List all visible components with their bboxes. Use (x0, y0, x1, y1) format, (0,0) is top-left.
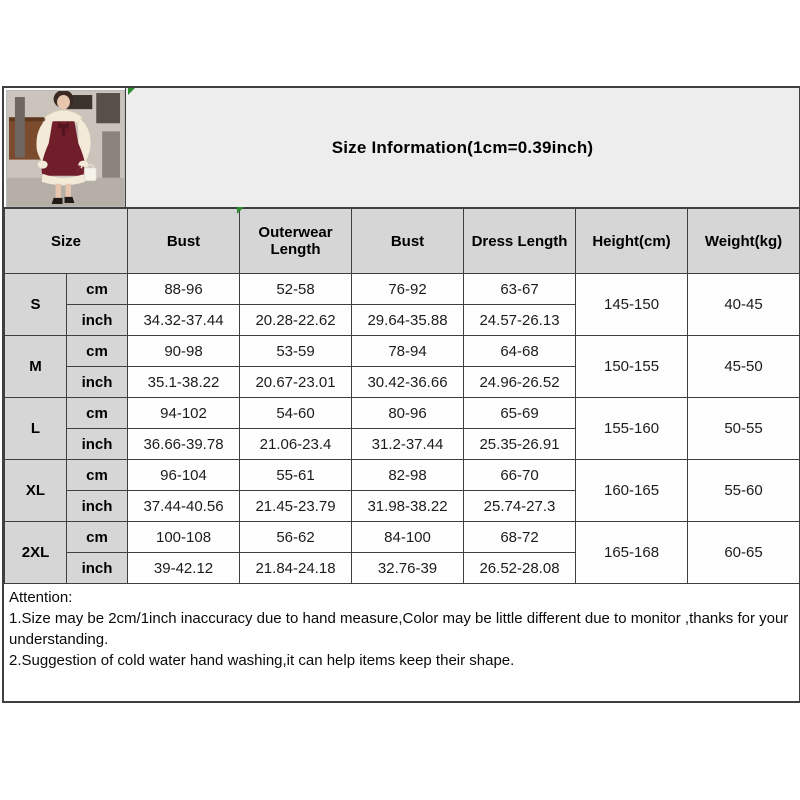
height-cell: 165-168 (576, 522, 688, 584)
measurement-cell: 65-69 (464, 398, 576, 429)
weight-cell: 60-65 (688, 522, 800, 584)
measurement-cell: 39-42.12 (128, 553, 240, 584)
unit-label-inch: inch (67, 305, 128, 336)
measurement-cell: 37.44-40.56 (128, 491, 240, 522)
unit-label-inch: inch (67, 491, 128, 522)
unit-label-inch: inch (67, 553, 128, 584)
measurement-cell: 35.1-38.22 (128, 367, 240, 398)
measurement-cell: 31.98-38.22 (352, 491, 464, 522)
product-photo-illustration (6, 90, 125, 207)
measurement-cell: 30.42-36.66 (352, 367, 464, 398)
measurement-cell: 100-108 (128, 522, 240, 553)
measurement-cell: 78-94 (352, 336, 464, 367)
measurement-cell: 34.32-37.44 (128, 305, 240, 336)
banner-title: Size Information(1cm=0.39inch) (331, 137, 594, 157)
measurement-cell: 25.35-26.91 (464, 429, 576, 460)
size-label-s: S (5, 274, 67, 336)
size-label-l: L (5, 398, 67, 460)
attention-notes (4, 584, 799, 701)
measurement-cell: 76-92 (352, 274, 464, 305)
measurement-cell: 52-58 (240, 274, 352, 305)
measurement-cell: 21.45-23.79 (240, 491, 352, 522)
table-header-row (5, 209, 800, 274)
measurement-cell: 53-59 (240, 336, 352, 367)
size-information-banner (126, 88, 799, 207)
measurement-cell: 66-70 (464, 460, 576, 491)
table-row (5, 274, 800, 305)
table-row (5, 460, 800, 491)
header-dress-length: Dress Length (464, 209, 576, 274)
measurement-cell: 64-68 (464, 336, 576, 367)
height-cell: 155-160 (576, 398, 688, 460)
header-bust-2: Bust (352, 209, 464, 274)
product-photo (4, 88, 126, 207)
size-label-2xl: 2XL (5, 522, 67, 584)
unit-label-inch: inch (67, 367, 128, 398)
measurement-cell: 21.06-23.4 (240, 429, 352, 460)
unit-label-cm: cm (67, 398, 128, 429)
unit-label-cm: cm (67, 460, 128, 491)
size-table (4, 208, 800, 584)
header-height: Height(cm) (576, 209, 688, 274)
measurement-cell: 32.76-39 (352, 553, 464, 584)
height-cell: 160-165 (576, 460, 688, 522)
table-row (5, 336, 800, 367)
measurement-cell: 80-96 (352, 398, 464, 429)
measurement-cell: 26.52-28.08 (464, 553, 576, 584)
measurement-cell: 21.84-24.18 (240, 553, 352, 584)
header-size: Size (5, 209, 128, 274)
attention-heading: Attention: (9, 589, 73, 606)
weight-cell: 45-50 (688, 336, 800, 398)
measurement-cell: 20.67-23.01 (240, 367, 352, 398)
measurement-cell: 36.66-39.78 (128, 429, 240, 460)
attention-line-1: 1.Size may be 2cm/1inch inaccuracy due to hand measure,Color may be little different due to monitor ,thanks for your understanding. (9, 610, 789, 648)
height-cell: 145-150 (576, 274, 688, 336)
unit-label-cm: cm (67, 274, 128, 305)
measurement-cell: 82-98 (352, 460, 464, 491)
size-label-xl: XL (5, 460, 67, 522)
measurement-cell: 88-96 (128, 274, 240, 305)
header-weight: Weight(kg) (688, 209, 800, 274)
weight-cell: 40-45 (688, 274, 800, 336)
unit-label-cm: cm (67, 336, 128, 367)
measurement-cell: 90-98 (128, 336, 240, 367)
measurement-cell: 29.64-35.88 (352, 305, 464, 336)
measurement-cell: 20.28-22.62 (240, 305, 352, 336)
attention-line-2: 2.Suggestion of cold water hand washing,it can help items keep their shape. (9, 652, 515, 669)
measurement-cell: 56-62 (240, 522, 352, 553)
measurement-cell: 24.57-26.13 (464, 305, 576, 336)
header-outerwear-length: Outerwear Length (240, 209, 352, 274)
measurement-cell: 54-60 (240, 398, 352, 429)
measurement-cell: 94-102 (128, 398, 240, 429)
weight-cell: 50-55 (688, 398, 800, 460)
measurement-cell: 25.74-27.3 (464, 491, 576, 522)
header-bust: Bust (128, 209, 240, 274)
measurement-cell: 24.96-26.52 (464, 367, 576, 398)
height-cell: 150-155 (576, 336, 688, 398)
unit-label-inch: inch (67, 429, 128, 460)
measurement-cell: 68-72 (464, 522, 576, 553)
size-chart-sheet (2, 86, 800, 703)
measurement-cell: 55-61 (240, 460, 352, 491)
table-row (5, 398, 800, 429)
size-label-m: M (5, 336, 67, 398)
weight-cell: 55-60 (688, 460, 800, 522)
measurement-cell: 96-104 (128, 460, 240, 491)
measurement-cell: 84-100 (352, 522, 464, 553)
table-row (5, 522, 800, 553)
measurement-cell: 63-67 (464, 274, 576, 305)
unit-label-cm: cm (67, 522, 128, 553)
top-banner-row (4, 88, 799, 208)
measurement-cell: 31.2-37.44 (352, 429, 464, 460)
